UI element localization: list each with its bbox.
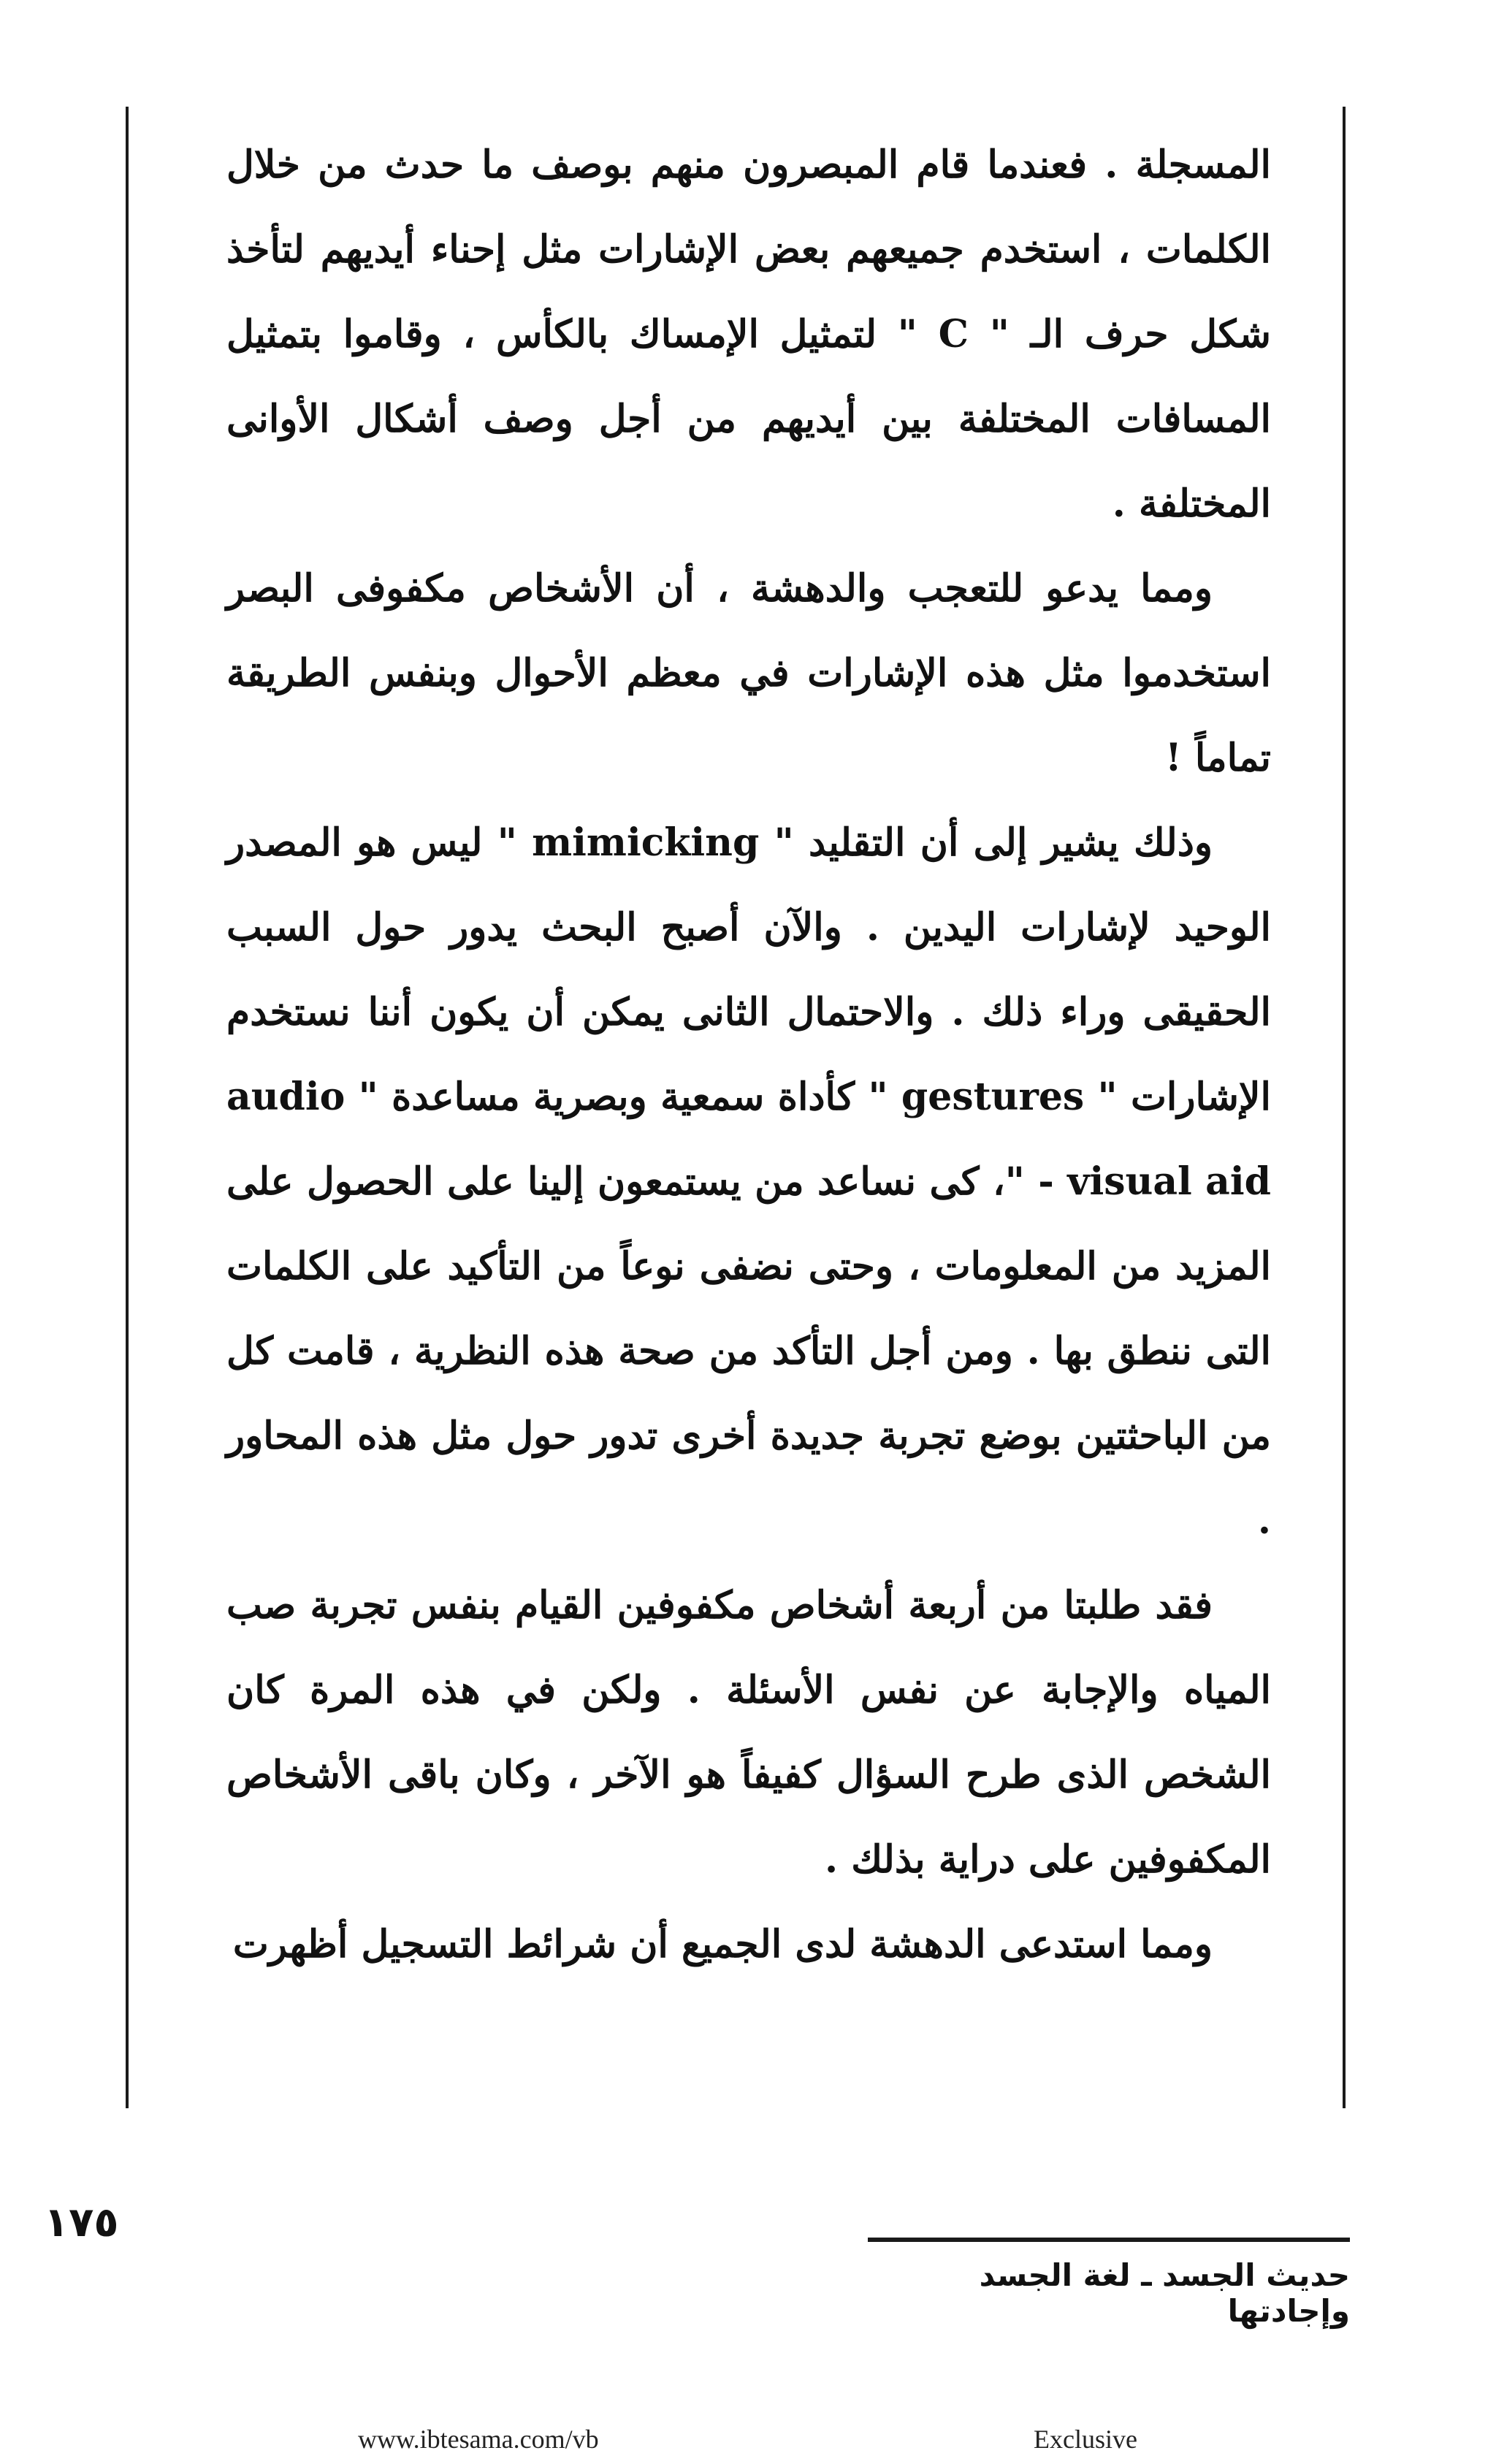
running-footer-title: حديث الجسد ـ لغة الجسد وإجادتها [979,2257,1350,2329]
source-url: www.ibtesama.com/vb [358,2425,599,2454]
right-margin-rule [1343,107,1346,2108]
footer-rule [868,2238,1350,2242]
page-number: ١٧٥ [44,2199,119,2246]
paragraph: المسجلة . فعندما قام المبصرون منهم بوصف ما حدث من خلال الكلمات ، استخدم جميعهم بعض الإشارات مثل إحناء أيديهم لتأخذ شكل حرف الـ " C " لتمثيل الإمساك بالكأس ، وقاموا بتمثيل المسافات المختلفة بين أيديهم من أجل وصف أشكال الأوانى المختلفة . [226,142,1271,526]
paragraph: فقد طلبتا من أربعة أشخاص مكفوفين القيام بنفس تجربة صب المياه والإجابة عن نفس الأسئلة . ولكن في هذه المرة كان الشخص الذى طرح السؤال كفيفاً هو الآخر ، وكان باقى الأشخاص المكفوفين على دراية بذلك . [226,1583,1271,1882]
paragraph: ومما استدعى الدهشة لدى الجميع أن شرائط التسجيل أظهرت [232,1922,1213,1967]
left-margin-rule [126,107,129,2108]
source-tag: Exclusive [1034,2425,1137,2454]
paragraph: وذلك يشير إلى أن التقليد " mimicking " ليس هو المصدر الوحيد لإشارات اليدين . والآن أصبح البحث يدور حول السبب الحقيقى وراء ذلك . والاحتمال الثانى يمكن أن يكون أننا نستخدم الإشارات " gestures " كأداة سمعية وبصرية مساعدة " audio visual aid - "، كى نساعد من يستمعون إلينا على الحصول على المزيد من المعلومات ، وحتى نضفى نوعاً من التأكيد على الكلمات التى ننطق بها . ومن أجل التأكد من صحة هذه النظرية ، قامت كل من الباحثتين بوضع تجربة جديدة أخرى تدور حول مثل هذه المحاور . [226,820,1272,1543]
body-text [226,123,1271,1987]
paragraph: ومما يدعو للتعجب والدهشة ، أن الأشخاص مكفوفى البصر استخدموا مثل هذه الإشارات في معظم الأحوال وبنفس الطريقة تماماً ! [226,566,1271,780]
